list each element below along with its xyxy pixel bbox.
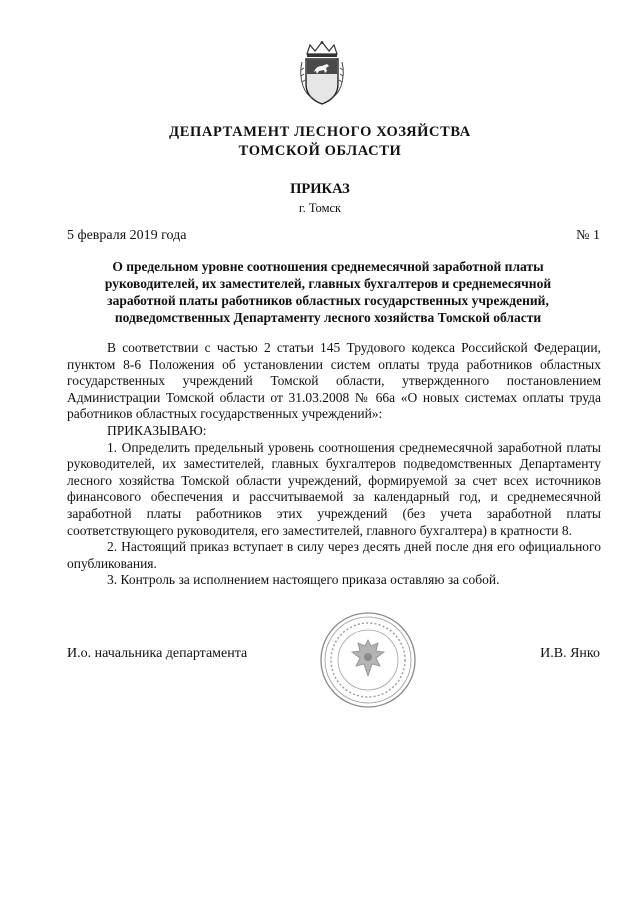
document-body bbox=[67, 340, 601, 589]
signatory-role: И.о. начальника департамента bbox=[67, 646, 248, 661]
document-title: О предельном уровне соотношения среднемесячной заработной платы руководителей, их заместителей, главных бухгалтеров и среднемесячной заработной платы работников областных государственных учреждений, подведомственных Департаменту лесного хозяйства Томской области bbox=[104, 259, 552, 325]
preamble-paragraph: В соответствии с частью 2 статьи 145 Трудового кодекса Российской Федерации, пунктом 8-6 Положения об установлении систем оплаты труда работников областных государственных учреждений Томской области, утвержденного постановлением Администрации Томской области от 31.03.2008 № 66а «О новых системах оплаты труда работников областных государственных учреждений»: bbox=[67, 340, 601, 422]
signatory-name: И.В. Янко bbox=[540, 646, 600, 661]
document-date: 5 февраля 2019 года bbox=[67, 228, 187, 243]
tomsk-coat-of-arms-icon bbox=[298, 40, 346, 106]
order-item-1: 1. Определить предельный уровень соотношения среднемесячной заработной платы руководителей, их заместителей, главных бухгалтеров подведомственных Департаменту лесного хозяйства Томской области учреждений, формируемой за счет всех источников финансового обеспечения и рассчитываемой за календарный год, и среднемесячной заработной платы работников этих учреждений (без учета заработной платы соответствующего руководителя, его заместителей, главного бухгалтера) в кратности 8. bbox=[67, 439, 601, 538]
order-item-3: 3. Контроль за исполнением настоящего приказа оставляю за собой. bbox=[107, 572, 500, 588]
org-name-line-1: ДЕПАРТАМЕНТ ЛЕСНОГО ХОЗЯЙСТВА bbox=[169, 124, 471, 140]
org-name-line-2: ТОМСКОЙ ОБЛАСТИ bbox=[238, 143, 402, 159]
city-name: г. Томск bbox=[298, 201, 342, 215]
document-number: № 1 bbox=[576, 228, 600, 243]
document-type: ПРИКАЗ bbox=[290, 181, 350, 197]
order-item-2: 2. Настоящий приказ вступает в силу через десять дней после дня его официального опубликования. bbox=[67, 539, 601, 571]
order-word: ПРИКАЗЫВАЮ: bbox=[107, 422, 207, 438]
official-seal-icon bbox=[318, 610, 418, 710]
